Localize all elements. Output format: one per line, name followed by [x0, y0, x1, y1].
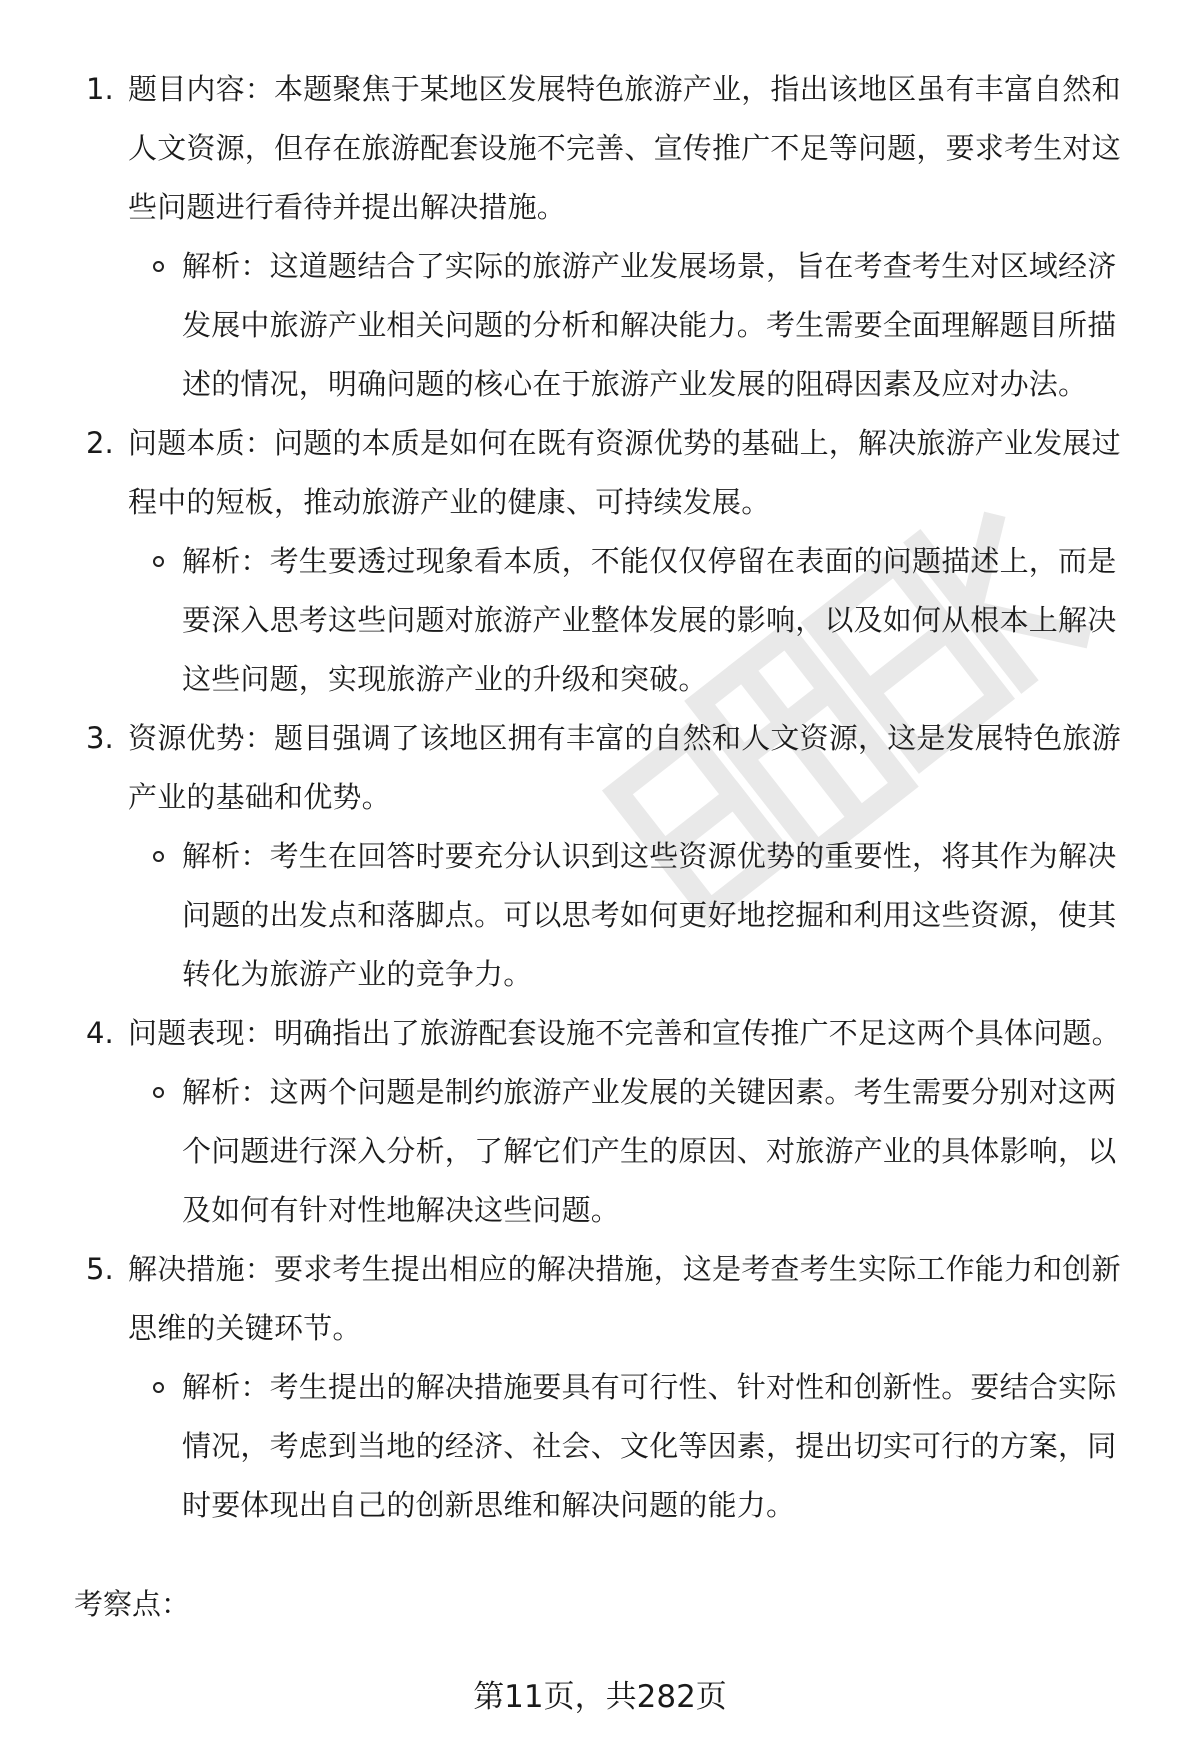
item-number: 4.	[86, 1016, 114, 1050]
sub-item-text: 解析：考生在回答时要充分认识到这些资源优势的重要性，将其作为解决问题的出发点和落脚点。可以思考如何更好地挖掘和利用这些资源，使其转化为旅游产业的竞争力。	[182, 839, 1117, 991]
item-text: 问题表现：明确指出了旅游配套设施不完善和宣传推广不足这两个具体问题。	[128, 1016, 1121, 1050]
sub-item-text: 解析：这道题结合了实际的旅游产业发展场景，旨在考查考生对区域经济发展中旅游产业相关问题的分析和解决能力。考生需要全面理解题目所描述的情况，明确问题的核心在于旅游产业发展的阻碍因素及应对办法。	[182, 249, 1117, 401]
page-number-footer: 第11页，共282页	[473, 1679, 727, 1715]
list-item	[0, 709, 1200, 1004]
circle-bullet-icon	[153, 1382, 164, 1393]
sub-item	[0, 237, 1200, 414]
analysis-list	[0, 60, 1200, 1535]
sub-item	[0, 827, 1200, 1004]
item-text: 问题本质：问题的本质是如何在既有资源优势的基础上，解决旅游产业发展过程中的短板，推动旅游产业的健康、可持续发展。	[128, 426, 1121, 519]
sub-item-text: 解析：这两个问题是制约旅游产业发展的关键因素。考生需要分别对这两个问题进行深入分析，了解它们产生的原因、对旅游产业的具体影响，以及如何有针对性地解决这些问题。	[182, 1075, 1117, 1227]
sub-item	[0, 532, 1200, 709]
list-item	[0, 60, 1200, 414]
list-item	[0, 1004, 1200, 1240]
sub-item-text: 解析：考生要透过现象看本质，不能仅仅停留在表面的问题描述上，而是要深入思考这些问题对旅游产业整体发展的影响，以及如何从根本上解决这些问题，实现旅游产业的升级和突破。	[182, 544, 1117, 696]
item-number: 2.	[86, 426, 114, 460]
item-text: 题目内容：本题聚焦于某地区发展特色旅游产业，指出该地区虽有丰富自然和人文资源，但存在旅游配套设施不完善、宣传推广不足等问题，要求考生对这些问题进行看待并提出解决措施。	[128, 72, 1121, 224]
section-heading: 考察点：	[74, 1587, 191, 1621]
circle-bullet-icon	[153, 1087, 164, 1098]
sub-item-text: 解析：考生提出的解决措施要具有可行性、针对性和创新性。要结合实际情况，考虑到当地的经济、社会、文化等因素，提出切实可行的方案，同时要体现出自己的创新思维和解决问题的能力。	[182, 1370, 1117, 1522]
item-number: 5.	[86, 1252, 114, 1286]
item-text: 资源优势：题目强调了该地区拥有丰富的自然和人文资源，这是发展特色旅游产业的基础和优势。	[128, 721, 1121, 814]
item-number: 3.	[86, 721, 114, 755]
circle-bullet-icon	[153, 556, 164, 567]
sub-item	[0, 1358, 1200, 1535]
item-number: 1.	[86, 72, 114, 106]
list-item	[0, 414, 1200, 709]
circle-bullet-icon	[153, 261, 164, 272]
list-item	[0, 1240, 1200, 1535]
item-text: 解决措施：要求考生提出相应的解决措施，这是考查考生实际工作能力和创新思维的关键环节。	[128, 1252, 1121, 1345]
sub-item	[0, 1063, 1200, 1240]
circle-bullet-icon	[153, 851, 164, 862]
